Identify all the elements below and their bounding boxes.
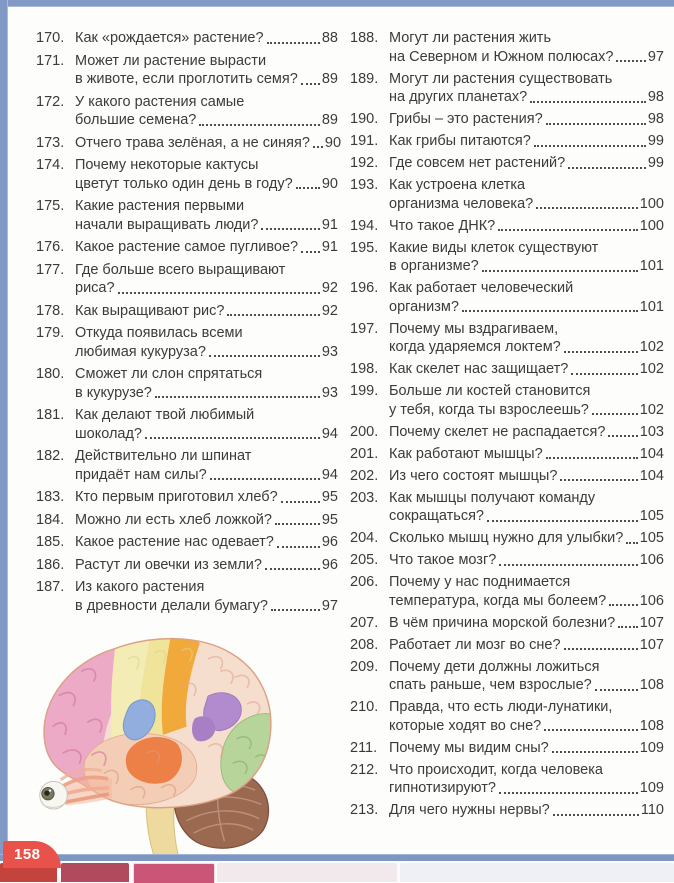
entry-title: Растут ли овечки из земли? <box>75 556 262 573</box>
entry-line <box>389 779 664 798</box>
page-stack-segment <box>400 863 674 882</box>
toc-entry <box>350 132 664 151</box>
entry-page-number: 96 <box>321 556 338 573</box>
toc-entry <box>36 324 338 361</box>
entry-title: в кукурузе? <box>75 384 152 401</box>
entry-page-number: 106 <box>639 552 664 568</box>
entry-title: Как «рождается» растение? <box>75 30 264 46</box>
toc-entry <box>350 636 664 655</box>
entry-page-number: 102 <box>639 361 664 377</box>
entry-page-number: 99 <box>647 155 664 171</box>
dot-leader <box>564 351 638 353</box>
entry-page-number: 100 <box>639 195 664 212</box>
entry-number: 200. <box>350 423 379 440</box>
toc-entry <box>36 302 338 321</box>
entry-page-number: 102 <box>639 401 664 418</box>
entry-title: Что такое мозг? <box>389 552 497 568</box>
toc-entry <box>36 556 338 575</box>
entry-title: гипнотизируют? <box>389 780 496 796</box>
brain-illustration <box>28 624 294 860</box>
entry-number: 213. <box>350 802 379 818</box>
entry-title: организм? <box>389 298 459 315</box>
entry-line: Как делают твой любимый <box>75 407 255 423</box>
entry-line <box>389 401 664 420</box>
entry-title: на Северном и Южном полюсах? <box>389 48 614 65</box>
entry-line: Правда, что есть люди-лунатики, <box>389 699 613 715</box>
entry-line <box>75 343 338 362</box>
entry-page-number: 95 <box>321 489 338 505</box>
dot-leader <box>618 626 638 628</box>
entry-title: Как работают мышцы? <box>389 445 543 462</box>
dot-leader <box>265 568 320 570</box>
entry-number: 189. <box>350 70 379 87</box>
toc-entry <box>350 614 664 633</box>
toc-column <box>36 29 342 619</box>
entry-page-number: 95 <box>321 511 338 528</box>
entry-number: 182. <box>36 448 65 464</box>
entry-line <box>389 717 664 736</box>
entry-page-number: 100 <box>639 217 664 234</box>
toc-entry <box>350 217 664 236</box>
dot-leader <box>281 501 320 503</box>
toc-entry <box>350 320 664 357</box>
dot-leader <box>571 373 637 375</box>
entry-number: 183. <box>36 489 65 505</box>
dot-leader <box>546 123 646 125</box>
entry-line <box>389 88 664 107</box>
toc-entry <box>350 761 664 798</box>
entry-title: у тебя, когда ты взрослеешь? <box>389 401 589 418</box>
entry-number: 208. <box>350 636 379 653</box>
entry-title: Почему мы видим сны? <box>389 739 549 756</box>
entry-page-number: 91 <box>321 216 338 233</box>
dot-leader <box>210 478 320 480</box>
entry-title: Из чего состоят мышцы? <box>389 467 558 484</box>
entry-number: 197. <box>350 320 379 337</box>
entry-title: начали выращивать люди? <box>75 216 259 233</box>
entry-line <box>389 801 664 820</box>
entry-title: Какое растение самое пугливое? <box>75 239 299 255</box>
dot-leader <box>487 520 638 522</box>
toc-entry <box>350 801 664 820</box>
entry-page-number: 90 <box>321 175 338 192</box>
toc-entry <box>350 573 664 610</box>
entry-title: Можно ли есть хлеб ложкой? <box>75 511 272 528</box>
toc-entry <box>350 698 664 735</box>
dot-leader <box>564 648 638 650</box>
toc-column <box>350 29 664 823</box>
dot-leader <box>261 228 319 230</box>
entry-title: Как грибы питаются? <box>389 133 531 149</box>
entry-number: 209. <box>350 658 379 675</box>
dot-leader <box>553 814 639 816</box>
dot-leader <box>616 60 645 62</box>
entry-page-number: 98 <box>647 89 664 105</box>
entry-number: 211. <box>350 739 378 756</box>
toc-entry <box>36 365 338 402</box>
entry-page-number: 97 <box>321 597 338 614</box>
toc-entry <box>36 447 338 484</box>
entry-line <box>75 134 342 153</box>
toc-entry <box>350 382 664 419</box>
entry-title: сокращаться? <box>389 508 484 524</box>
book-pages-edge <box>0 861 674 882</box>
dot-leader <box>296 187 320 189</box>
dot-leader <box>155 396 320 398</box>
toc-entry <box>350 176 664 213</box>
entry-page-number: 105 <box>639 530 664 546</box>
entry-title: Для чего нужны нервы? <box>389 802 550 818</box>
entry-page-number: 91 <box>321 239 338 255</box>
entry-page-number: 93 <box>321 343 338 360</box>
entry-title: в древности делали бумагу? <box>75 597 268 614</box>
entry-page-number: 96 <box>321 534 338 550</box>
entry-number: 210. <box>350 699 379 715</box>
entry-title: Какое растение нас одевает? <box>75 534 274 550</box>
toc-entry <box>36 52 338 89</box>
dot-leader <box>267 42 320 44</box>
entry-number: 191. <box>350 133 379 149</box>
entry-page-number: 102 <box>639 339 664 355</box>
toc-entry <box>36 29 338 48</box>
entry-page-number: 97 <box>647 48 664 65</box>
entry-line <box>75 488 338 507</box>
entry-number: 212. <box>350 761 379 778</box>
entry-line: Как мышцы получают команду <box>389 489 596 506</box>
entry-line: У какого растения самые <box>75 93 245 110</box>
dot-leader <box>227 314 319 316</box>
entry-number: 181. <box>36 407 65 423</box>
entry-line <box>75 597 338 616</box>
dot-leader <box>499 564 637 566</box>
entry-number: 203. <box>350 489 379 506</box>
dot-leader <box>498 229 638 231</box>
entry-title: на других планетах? <box>389 89 528 105</box>
entry-title: Почему скелет не распадается? <box>389 423 606 440</box>
entry-line: Могут ли растения существовать <box>389 70 613 87</box>
entry-line <box>389 48 664 67</box>
toc-entry <box>350 489 664 526</box>
entry-page-number: 110 <box>640 802 664 818</box>
entry-number: 178. <box>36 302 65 319</box>
entry-title: Сколько мышц нужно для улыбки? <box>389 530 624 546</box>
entry-page-number: 89 <box>321 112 338 128</box>
entry-title: шоколад? <box>75 425 142 442</box>
toc-entry <box>36 261 338 298</box>
entry-line: Где больше всего выращивают <box>75 261 286 278</box>
entry-title: Отчего трава зелёная, а не синяя? <box>75 134 310 151</box>
entry-page-number: 92 <box>321 280 338 296</box>
page-stack-segment <box>217 863 397 882</box>
entry-title: большие семена? <box>75 112 197 128</box>
toc-entry <box>350 70 664 107</box>
dot-leader <box>609 604 638 606</box>
entry-line <box>389 423 664 442</box>
entry-line <box>75 556 338 575</box>
entry-number: 206. <box>350 574 379 590</box>
entry-number: 176. <box>36 239 65 255</box>
entry-line <box>389 614 664 633</box>
entry-line <box>389 110 664 129</box>
dot-leader <box>499 792 638 794</box>
toc-entry <box>36 93 338 130</box>
entry-title: Работает ли мозг во сне? <box>389 636 561 653</box>
entry-line <box>389 360 664 379</box>
entry-number: 202. <box>350 467 379 484</box>
entry-line: Почему мы вздрагиваем, <box>389 320 559 337</box>
entry-title: спать раньше, чем взрослые? <box>389 677 592 693</box>
entry-line <box>389 338 664 357</box>
entry-number: 186. <box>36 556 65 573</box>
entry-line <box>75 302 338 321</box>
page-edge-left <box>0 0 8 861</box>
dot-leader <box>546 457 638 459</box>
entry-line: Может ли растение вырасти <box>75 52 267 69</box>
entry-number: 194. <box>350 217 379 234</box>
dot-leader <box>199 124 319 126</box>
entry-number: 207. <box>350 614 379 631</box>
toc-entry <box>350 445 664 464</box>
entry-page-number: 92 <box>321 302 338 319</box>
toc-entry <box>350 154 664 173</box>
toc-entry <box>350 360 664 379</box>
dot-leader <box>482 270 638 272</box>
entry-line: Сможет ли слон спрятаться <box>75 366 263 382</box>
entry-page-number: 90 <box>324 134 342 151</box>
entry-line <box>75 533 338 552</box>
toc-entry <box>36 488 338 507</box>
entry-line: Как устроена клетка <box>389 177 526 193</box>
entry-page-number: 89 <box>321 71 338 87</box>
entry-title: Где совсем нет растений? <box>389 155 566 171</box>
dot-leader <box>560 479 637 481</box>
toc-entry <box>36 134 342 153</box>
entry-page-number: 109 <box>639 780 664 796</box>
dot-leader <box>275 523 320 525</box>
entry-page-number: 105 <box>639 508 664 524</box>
entry-number: 193. <box>350 177 379 193</box>
entry-title: Грибы – это растения? <box>389 111 543 127</box>
entry-line: Откуда появилась всеми <box>75 325 243 341</box>
entry-page-number: 99 <box>647 133 664 149</box>
toc-entry <box>350 551 664 570</box>
entry-page-number: 94 <box>321 466 338 483</box>
entry-page-number: 101 <box>639 258 664 274</box>
dot-leader <box>568 167 646 169</box>
entry-line: Из какого растения <box>75 579 205 595</box>
dot-leader <box>552 751 638 753</box>
entry-number: 204. <box>350 530 379 546</box>
entry-line <box>389 467 664 486</box>
entry-page-number: 88 <box>321 30 338 46</box>
dot-leader <box>271 609 320 611</box>
entry-line <box>75 175 338 194</box>
dot-leader <box>462 310 638 312</box>
entry-number: 201. <box>350 445 379 462</box>
entry-number: 174. <box>36 157 65 173</box>
entry-title: когда ударяемся локтем? <box>389 339 561 355</box>
entry-number: 198. <box>350 361 379 377</box>
entry-page-number: 93 <box>321 384 338 401</box>
entry-number: 179. <box>36 325 65 341</box>
entry-title: Кто первым приготовил хлеб? <box>75 489 278 505</box>
entry-title: любимая кукуруза? <box>75 343 206 360</box>
entry-title: Как выращивают рис? <box>75 302 225 319</box>
toc-entry <box>36 197 338 234</box>
dot-leader <box>301 83 320 85</box>
toc-entry <box>350 279 664 316</box>
dot-leader <box>301 251 320 253</box>
entry-page-number: 108 <box>639 677 664 693</box>
toc-entry <box>350 529 664 548</box>
entry-line: Действительно ли шпинат <box>75 448 252 464</box>
entry-line <box>389 676 664 695</box>
entry-line: Почему дети должны ложиться <box>389 658 600 675</box>
dot-leader <box>277 546 320 548</box>
entry-line <box>389 507 664 526</box>
toc-entry <box>350 29 664 66</box>
entry-line: Почему у нас поднимается <box>389 574 571 590</box>
dot-leader <box>534 145 646 147</box>
entry-number: 172. <box>36 93 65 110</box>
entry-title: В чём причина морской болезни? <box>389 614 616 631</box>
entry-line <box>75 216 338 235</box>
entry-page-number: 109 <box>639 739 664 756</box>
toc-entry <box>36 578 338 615</box>
entry-number: 195. <box>350 239 379 256</box>
entry-line: Больше ли костей становится <box>389 383 591 399</box>
entry-line <box>389 154 664 173</box>
entry-number: 175. <box>36 198 65 214</box>
toc-entry <box>350 467 664 486</box>
entry-line <box>75 425 338 444</box>
entry-line <box>75 279 338 298</box>
page-stack-segment <box>61 863 129 882</box>
entry-line <box>75 511 338 530</box>
dot-leader <box>145 437 320 439</box>
entry-number: 192. <box>350 155 379 171</box>
entry-number: 187. <box>36 579 65 595</box>
entry-line: Какие растения первыми <box>75 198 245 214</box>
dot-leader <box>209 355 320 357</box>
entry-line <box>75 384 338 403</box>
dot-leader <box>626 542 637 544</box>
entry-line <box>389 298 664 317</box>
entry-page-number: 94 <box>321 425 338 442</box>
toc-entry <box>36 533 338 552</box>
toc-entry <box>36 156 338 193</box>
entry-line <box>389 592 664 611</box>
entry-page-number: 108 <box>639 717 664 734</box>
entry-line <box>75 238 338 257</box>
toc-entry <box>350 110 664 129</box>
dot-leader <box>313 146 323 148</box>
entry-line <box>389 529 664 548</box>
entry-line: Что происходит, когда человека <box>389 761 603 778</box>
toc-entry <box>350 658 664 695</box>
entry-line <box>389 551 664 570</box>
entry-title: цветут только один день в году? <box>75 175 293 192</box>
entry-title: в животе, если проглотить семя? <box>75 71 298 87</box>
entry-number: 199. <box>350 383 379 399</box>
entry-page-number: 107 <box>639 636 664 653</box>
entry-line <box>75 29 338 48</box>
toc-entry <box>350 423 664 442</box>
dot-leader <box>530 101 646 103</box>
entry-title: Что такое ДНК? <box>389 217 496 234</box>
entry-title: в организме? <box>389 258 479 274</box>
entry-page-number: 98 <box>647 111 664 127</box>
entry-line <box>389 636 664 655</box>
eyeball <box>40 781 68 809</box>
toc-entry <box>36 511 338 530</box>
entry-title: Как скелет нас защищает? <box>389 361 569 377</box>
toc-entry <box>36 406 338 443</box>
entry-number: 171. <box>36 52 65 69</box>
toc-entry <box>36 238 338 257</box>
entry-title: которые ходят во сне? <box>389 717 542 734</box>
entry-page-number: 103 <box>639 423 664 440</box>
entry-number: 184. <box>36 511 65 528</box>
dot-leader <box>536 207 638 209</box>
entry-number: 173. <box>36 134 65 151</box>
entry-number: 180. <box>36 366 65 382</box>
entry-line <box>389 445 664 464</box>
entry-line: Какие виды клеток существуют <box>389 239 599 256</box>
entry-line <box>389 739 664 758</box>
entry-line <box>389 217 664 236</box>
dot-leader <box>608 435 637 437</box>
entry-line: Почему некоторые кактусы <box>75 157 259 173</box>
entry-line: Как работает человеческий <box>389 280 574 296</box>
entry-title: риса? <box>75 280 115 296</box>
entry-line <box>75 466 338 485</box>
dot-leader <box>595 689 638 691</box>
dot-leader <box>544 729 638 731</box>
page-number: 158 <box>14 846 41 863</box>
page-edge-top <box>0 0 674 7</box>
page-stack-segment <box>133 863 215 883</box>
dot-leader <box>592 413 638 415</box>
entry-page-number: 104 <box>639 467 664 484</box>
entry-line: Могут ли растения жить <box>389 30 552 46</box>
entry-number: 196. <box>350 280 379 296</box>
entry-line <box>389 257 664 276</box>
entry-line <box>389 132 664 151</box>
entry-line <box>75 70 338 89</box>
entry-page-number: 101 <box>639 298 664 315</box>
entry-page-number: 106 <box>639 592 664 609</box>
toc-entry <box>350 739 664 758</box>
dot-leader <box>118 292 320 294</box>
entry-line <box>75 111 338 130</box>
entry-number: 205. <box>350 552 379 568</box>
entry-title: придаёт нам силы? <box>75 466 207 483</box>
entry-page-number: 104 <box>639 445 664 462</box>
entry-title: организма человека? <box>389 195 534 212</box>
entry-number: 170. <box>36 30 65 46</box>
entry-number: 188. <box>350 30 379 46</box>
entry-page-number: 107 <box>639 614 664 631</box>
entry-title: температура, когда мы болеем? <box>389 592 607 609</box>
toc-entry <box>350 239 664 276</box>
entry-number: 177. <box>36 261 65 278</box>
entry-line <box>389 195 664 214</box>
entry-number: 185. <box>36 534 65 550</box>
entry-number: 190. <box>350 111 379 127</box>
